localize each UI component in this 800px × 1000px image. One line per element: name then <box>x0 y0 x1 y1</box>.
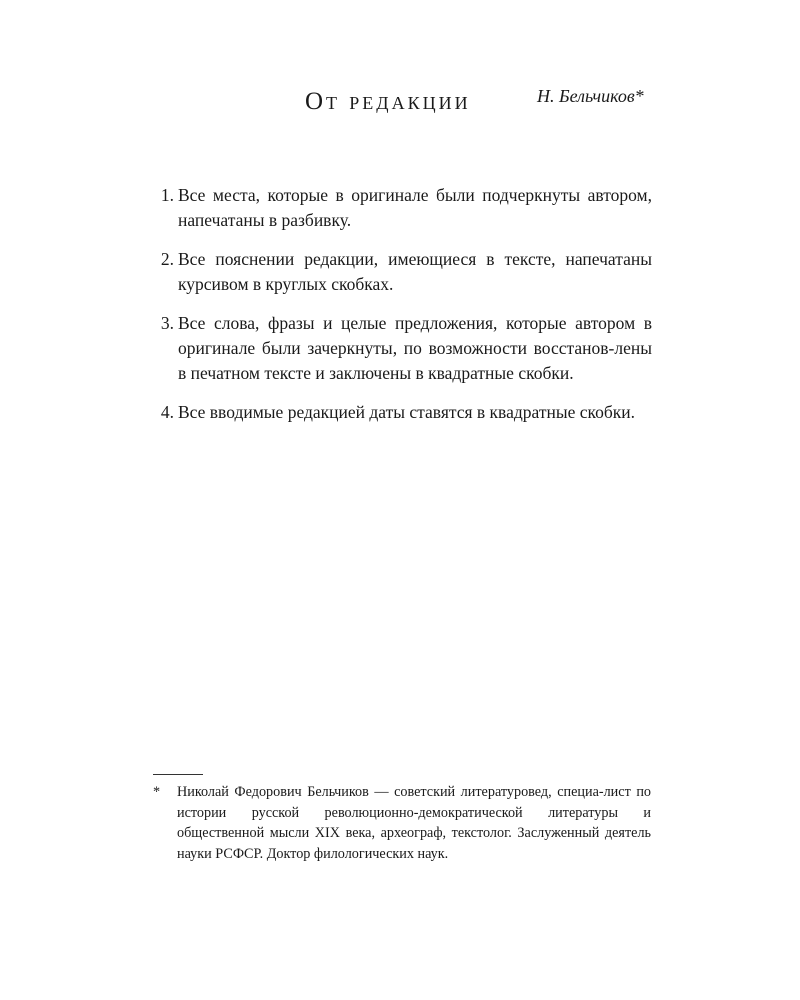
footnote <box>153 782 651 864</box>
list-item-text: Все пояснении редакции, имеющиеся в тексте, напечатаны курсивом в круглых скобках. <box>178 249 652 294</box>
footnote-divider <box>153 774 203 775</box>
list-item-text: Все вводимые редакцией даты ставятся в квадратные скобки. <box>178 402 636 422</box>
list-item-text: Все слова, фразы и целые предложения, которые автором в оригинале были зачеркнуты, по возможности восстанов-лены в печатном тексте и заключены в квадратные скобки. <box>178 313 652 383</box>
list-item <box>150 311 652 386</box>
list-item-number: 1. <box>160 185 174 205</box>
list-item-number: 4. <box>160 402 174 422</box>
footnote-text: Николай Федорович Бельчиков — советский литературовед, специа-лист по истории русской революционно-демократической литературы и общественной мысли XIX века, археограф, текстолог. Заслуженный деятель науки РСФСР. Доктор филологических наук. <box>177 784 651 862</box>
list-item <box>150 183 652 233</box>
list-item <box>150 400 652 425</box>
page-title: От редакции <box>305 88 471 115</box>
author-name: Н. Бельчиков* <box>537 86 644 106</box>
page-heading <box>0 86 800 126</box>
list-item-number: 3. <box>160 313 174 333</box>
list-item-number: 2. <box>160 249 174 269</box>
list-item <box>150 247 652 297</box>
footnote-mark: * <box>153 784 161 800</box>
list-item-text: Все места, которые в оригинале были подчеркнуты автором, напечатаны в разбивку. <box>178 185 652 230</box>
editorial-notes-list <box>150 183 652 439</box>
